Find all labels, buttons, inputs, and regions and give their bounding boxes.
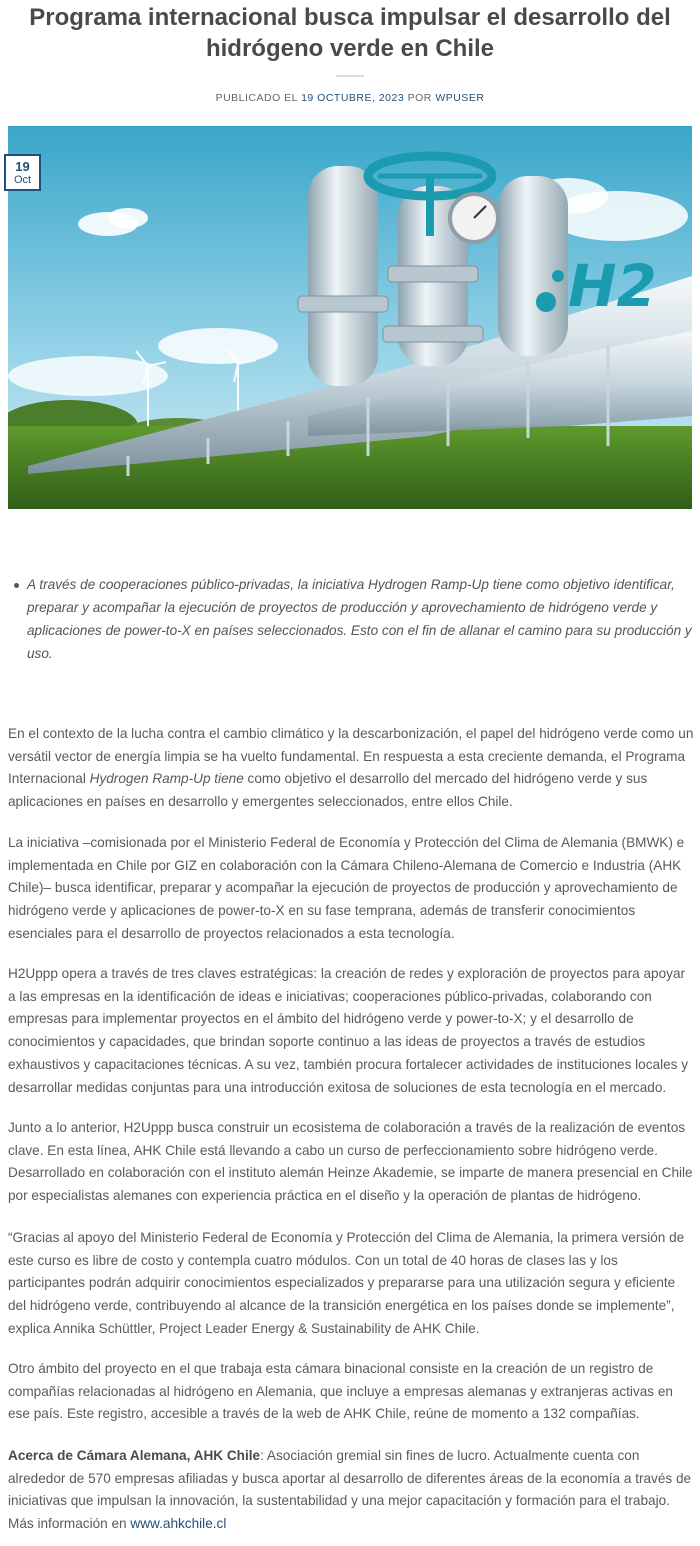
date-badge (4, 154, 41, 191)
date-badge-day: 19 (15, 159, 30, 174)
paragraph-2: La iniciativa –comisionada por el Ministerio Federal de Economía y Protección del Clima de Alemania (BMWK) e implementada en Chile por GIZ en colaboración con la Cámara Chileno-Alemana de Comercio e Industria (AHK Chile)– busca identificar, preparar y acompañar la ejecución de proyectos de producción y aprovechamiento de hidrógeno verde y aplicaciones de power-to-X en su fase temprana, además de transferir conocimientos esenciales para el desarrollo de proyectos relacionados a esta tecnología. (8, 835, 685, 941)
about-text: : Asociación gremial sin fines de lucro. Actualmente cuenta con alrededor de 570 empresas afiliadas y busca aportar al desarrollo de diferentes áreas de la economía a través de iniciativas que impulsan la innovación, la sustentabilidad y una mejor capacitación y formación para el trabajo. Más información en (8, 1448, 692, 1532)
lead-bullet-text: A través de cooperaciones público-privadas, la iniciativa Hydrogen Ramp-Up tiene como objetivo identificar, preparar y acompañar la ejecución de proyectos de producción y aprovechamiento de hidrógeno verde y aplicaciones de power-to-X en países seleccionados. Esto con el fin de allanar el camino para su producción y uso. (27, 577, 692, 661)
paragraph-1 (8, 723, 694, 814)
article-title: Programa internacional busca impulsar el desarrollo del hidrógeno verde en Chile (29, 4, 671, 62)
paragraph-6: Otro ámbito del proyecto en el que trabaja esta cámara binacional consiste en la creación de un registro de compañías relacionadas al hidrógeno en Alemania, que incluye a empresas alemanas y extranjeras activas en ese país. Este registro, accesible a través de la web de AHK Chile, reúne de momento a 132 compañías. (8, 1361, 673, 1422)
bullet-icon (14, 583, 19, 588)
published-prefix: PUBLICADO EL (215, 92, 298, 104)
p1-text-b: como objetivo el desarrollo del mercado del hidrógeno verde y sus aplicaciones en países en desarrollo y emergentes seleccionados, entre ellos Chile. (8, 771, 648, 810)
author-link[interactable]: WPUSER (435, 92, 485, 104)
paragraph-7 (8, 1445, 694, 1536)
by-label: POR (407, 92, 432, 104)
post-date-link[interactable]: 19 OCTUBRE, 2023 (301, 92, 405, 104)
paragraph-5: “Gracias al apoyo del Ministerio Federal de Economía y Protección del Clima de Alemania, la primera versión de este curso es libre de costo y contempla cuatro módulos. Con un total de 40 horas de clases las y los participantes podrán adquirir conocimientos especializados y prepararse para una utilización segura y eficiente del hidrógeno verde, contribuyendo al alcance de la transición energética en los países donde se implemente”, explica Annika Schüttler, Project Leader Energy & Sustainability de AHK Chile. (8, 1230, 685, 1336)
featured-image (8, 126, 692, 509)
paragraph-4: Junto a lo anterior, H2Uppp busca construir un ecosistema de colaboración a través de la realización de eventos clave. En esta línea, AHK Chile está llevando a cabo un curso de perfeccionamiento sobre hidrógeno verde. Desarrollado en colaboración con el instituto alemán Heinze Akademie, se imparte de manera presencial en Chile por especialistas alemanes con experiencia práctica en el diseño y la operación de plantas de hidrógeno. (8, 1120, 693, 1204)
p1-emphasis: Hydrogen Ramp-Up tiene (89, 771, 244, 787)
post-meta (0, 92, 700, 104)
date-badge-month: Oct (13, 174, 32, 186)
ahkchile-link[interactable]: www.ahkchile.cl (130, 1516, 227, 1532)
h2-overlay-text: H2 (568, 252, 657, 320)
title-divider (336, 75, 364, 77)
about-heading: Acerca de Cámara Alemana, AHK Chile (8, 1448, 261, 1463)
p1-text-a: En el contexto de la lucha contra el cambio climático y la descarbonización, el papel del hidrógeno verde como un versátil vector de energía limpia se ha vuelto fundamental. En respuesta a esta creciente demanda, el Programa Internacional (8, 726, 694, 787)
paragraph-3: H2Uppp opera a través de tres claves estratégicas: la creación de redes y exploración de proyectos para apoyar a las empresas en la identificación de ideas e iniciativas; cooperaciones público-privadas, colaborando con empresas para implementar proyectos en el ámbito del hidrógeno verde y power-to-X; y el desarrollo de conocimientos y capacidades, que brindan soporte continuo a las ideas de proyectos a través de estudios exhaustivos y capacitaciones técnicas. A su vez, también procura fortalecer actividades de instituciones locales y desarrollar medidas conjuntas para una introducción exitosa de soluciones de esta tecnología en el mercado. (8, 966, 689, 1095)
